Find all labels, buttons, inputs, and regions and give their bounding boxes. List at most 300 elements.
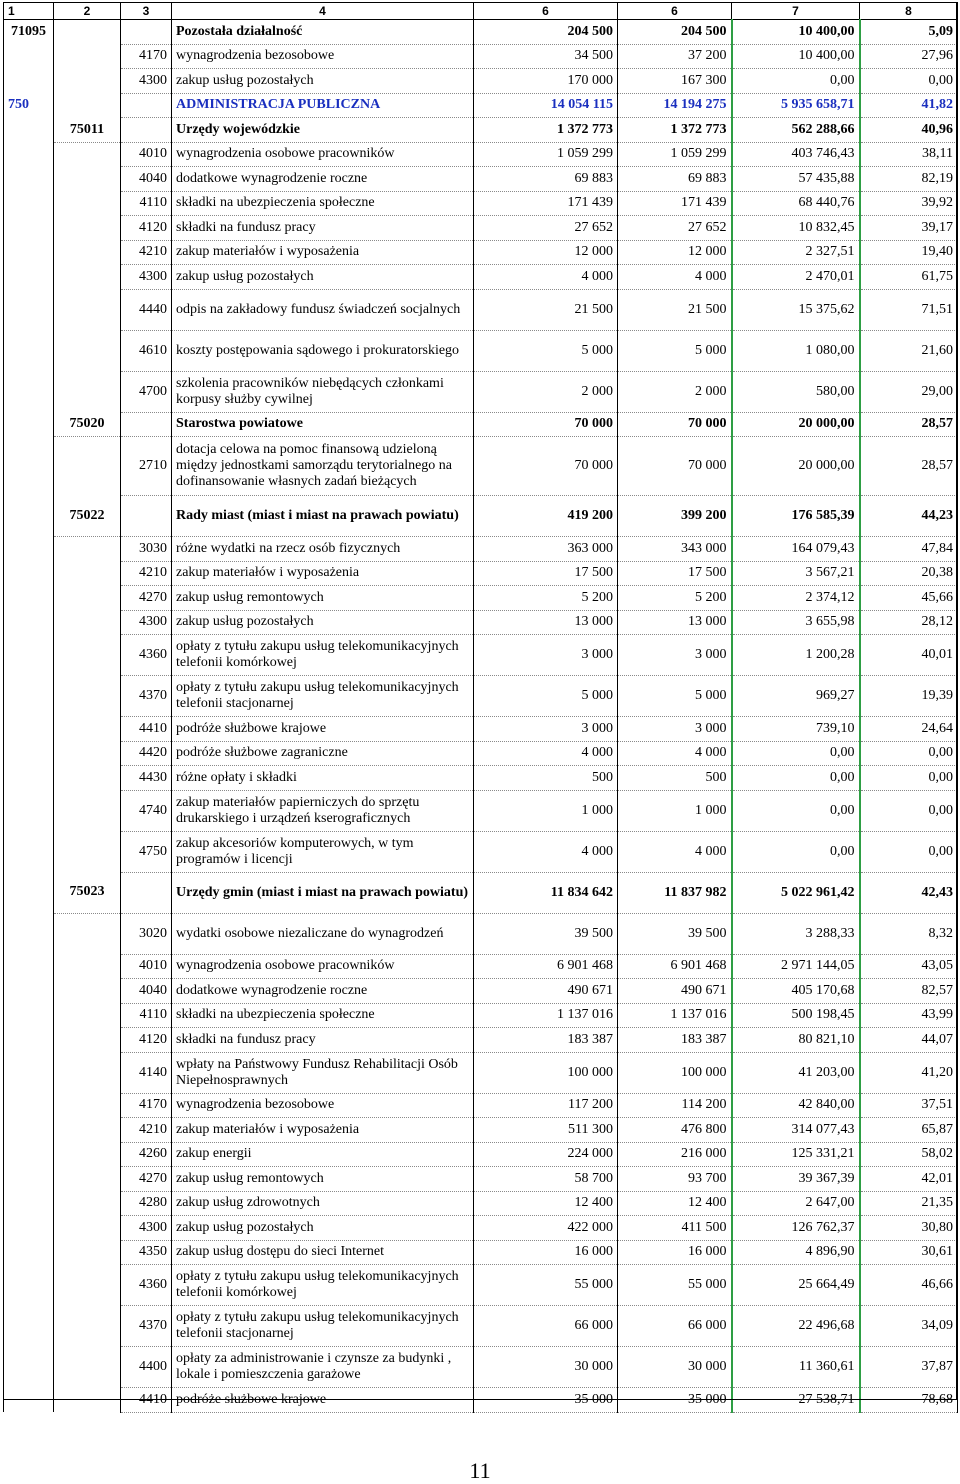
cell-execution-amount: 2 374,12 [732, 586, 860, 611]
cell-plan-amount: 14 054 115 [474, 93, 618, 118]
cell-paragraph-code: 4210 [121, 1118, 172, 1143]
cell-section-code [4, 831, 54, 872]
cell-execution-amount: 80 821,10 [732, 1028, 860, 1053]
cell-item-name: zakup usług zdrowotnych [172, 1191, 474, 1216]
cell-item-name: składki na fundusz pracy [172, 1028, 474, 1053]
cell-plan-after-changes: 204 500 [618, 20, 732, 45]
cell-execution-amount: 0,00 [732, 741, 860, 766]
cell-paragraph-code: 4370 [121, 676, 172, 717]
cell-plan-amount: 21 500 [474, 289, 618, 330]
cell-execution-percent: 65,87 [860, 1118, 958, 1143]
cell-item-name: Pozostała działalność [172, 20, 474, 45]
cell-item-name: koszty postępowania sądowego i prokuratorskiego [172, 330, 474, 371]
cell-plan-amount: 70 000 [474, 412, 618, 437]
cell-execution-amount: 20 000,00 [732, 412, 860, 437]
cell-chapter-code [54, 1028, 121, 1053]
cell-execution-percent: 41,82 [860, 93, 958, 118]
cell-chapter-code [54, 831, 121, 872]
cell-plan-amount: 69 883 [474, 167, 618, 192]
cell-section-code [4, 496, 54, 537]
cell-plan-after-changes: 3 000 [618, 717, 732, 742]
cell-plan-amount: 117 200 [474, 1093, 618, 1118]
cell-chapter-code [54, 191, 121, 216]
cell-plan-after-changes: 69 883 [618, 167, 732, 192]
cell-execution-amount: 2 647,00 [732, 1191, 860, 1216]
cell-execution-amount: 10 400,00 [732, 44, 860, 69]
cell-plan-after-changes: 21 500 [618, 289, 732, 330]
cell-chapter-code: 75011 [54, 118, 121, 143]
cell-item-name: różne wydatki na rzecz osób fizycznych [172, 537, 474, 562]
cell-plan-after-changes: 100 000 [618, 1052, 732, 1093]
cell-section-code [4, 635, 54, 676]
table-row [4, 330, 958, 371]
cell-item-name: składki na fundusz pracy [172, 216, 474, 241]
cell-execution-percent: 27,96 [860, 44, 958, 69]
table-row [4, 1347, 958, 1388]
cell-plan-amount: 4 000 [474, 831, 618, 872]
cell-execution-amount: 0,00 [732, 831, 860, 872]
cell-plan-after-changes: 93 700 [618, 1167, 732, 1192]
cell-section-code [4, 766, 54, 791]
cell-plan-after-changes: 1 137 016 [618, 1003, 732, 1028]
cell-execution-amount: 10 400,00 [732, 20, 860, 45]
cell-paragraph-code: 4350 [121, 1240, 172, 1265]
cell-plan-amount: 490 671 [474, 979, 618, 1004]
cell-plan-amount: 1 372 773 [474, 118, 618, 143]
cell-plan-amount: 204 500 [474, 20, 618, 45]
cell-section-code [4, 872, 54, 913]
table-row [4, 676, 958, 717]
cell-plan-after-changes: 11 837 982 [618, 872, 732, 913]
cell-plan-after-changes: 14 194 275 [618, 93, 732, 118]
cell-execution-percent: 43,99 [860, 1003, 958, 1028]
cell-plan-after-changes: 66 000 [618, 1306, 732, 1347]
cell-chapter-code [54, 1265, 121, 1306]
cell-execution-percent: 78,68 [860, 1388, 958, 1413]
cell-item-name: podróże służbowe krajowe [172, 1388, 474, 1413]
table-row [4, 1142, 958, 1167]
cell-execution-amount: 405 170,68 [732, 979, 860, 1004]
table-row [4, 142, 958, 167]
cell-paragraph-code: 4140 [121, 1052, 172, 1093]
cell-paragraph-code: 4300 [121, 1216, 172, 1241]
cell-plan-amount: 4 000 [474, 265, 618, 290]
cell-section-code [4, 1003, 54, 1028]
table-row [4, 1118, 958, 1143]
table-row [4, 371, 958, 412]
cell-plan-amount: 27 652 [474, 216, 618, 241]
cell-execution-percent: 0,00 [860, 69, 958, 94]
cell-plan-amount: 35 000 [474, 1388, 618, 1413]
cell-plan-after-changes: 3 000 [618, 635, 732, 676]
cell-section-code [4, 437, 54, 496]
cell-execution-percent: 28,57 [860, 437, 958, 496]
cell-plan-after-changes: 37 200 [618, 44, 732, 69]
cell-plan-amount: 3 000 [474, 717, 618, 742]
cell-execution-amount: 25 664,49 [732, 1265, 860, 1306]
cell-chapter-code [54, 586, 121, 611]
cell-plan-after-changes: 167 300 [618, 69, 732, 94]
cell-section-code [4, 330, 54, 371]
cell-paragraph-code: 4210 [121, 561, 172, 586]
cell-execution-percent: 40,01 [860, 635, 958, 676]
cell-execution-amount: 562 288,66 [732, 118, 860, 143]
cell-chapter-code [54, 1216, 121, 1241]
cell-plan-amount: 1 059 299 [474, 142, 618, 167]
cell-execution-amount: 27 538,71 [732, 1388, 860, 1413]
cell-plan-after-changes: 500 [618, 766, 732, 791]
cell-paragraph-code: 4040 [121, 979, 172, 1004]
table-row [4, 872, 958, 913]
cell-plan-after-changes: 411 500 [618, 1216, 732, 1241]
cell-plan-after-changes: 5 200 [618, 586, 732, 611]
cell-plan-amount: 12 400 [474, 1191, 618, 1216]
cell-section-code [4, 954, 54, 979]
cell-plan-after-changes: 27 652 [618, 216, 732, 241]
cell-paragraph-code: 2710 [121, 437, 172, 496]
cell-item-name: dotacja celowa na pomoc finansową udzieloną między jednostkami samorządu terytorialnego na dofinansowanie własnych zadań bieżących [172, 437, 474, 496]
cell-paragraph-code: 4010 [121, 954, 172, 979]
table-row [4, 561, 958, 586]
cell-plan-after-changes: 476 800 [618, 1118, 732, 1143]
cell-execution-percent: 8,32 [860, 913, 958, 954]
cell-paragraph-code [121, 118, 172, 143]
cell-item-name: wynagrodzenia osobowe pracowników [172, 954, 474, 979]
cell-execution-amount: 2 470,01 [732, 265, 860, 290]
cell-execution-amount: 2 327,51 [732, 240, 860, 265]
cell-plan-after-changes: 183 387 [618, 1028, 732, 1053]
cell-paragraph-code: 4170 [121, 1093, 172, 1118]
cell-execution-percent: 28,57 [860, 412, 958, 437]
cell-paragraph-code [121, 93, 172, 118]
cell-paragraph-code: 4300 [121, 265, 172, 290]
cell-chapter-code [54, 1142, 121, 1167]
table-row [4, 717, 958, 742]
cell-plan-amount: 6 901 468 [474, 954, 618, 979]
cell-chapter-code [54, 1167, 121, 1192]
cell-plan-after-changes: 17 500 [618, 561, 732, 586]
cell-section-code [4, 289, 54, 330]
cell-plan-amount: 55 000 [474, 1265, 618, 1306]
cell-chapter-code [54, 437, 121, 496]
cell-section-code [4, 1142, 54, 1167]
cell-execution-percent: 0,00 [860, 831, 958, 872]
cell-chapter-code [54, 330, 121, 371]
cell-plan-after-changes: 70 000 [618, 437, 732, 496]
cell-section-code [4, 1216, 54, 1241]
table-row [4, 1265, 958, 1306]
column-number-plan-after-changes: 6 [618, 3, 732, 20]
cell-section-code: 71095 [4, 20, 54, 45]
cell-execution-percent: 42,01 [860, 1167, 958, 1192]
cell-plan-amount: 511 300 [474, 1118, 618, 1143]
cell-item-name: składki na ubezpieczenia społeczne [172, 191, 474, 216]
cell-plan-amount: 17 500 [474, 561, 618, 586]
cell-plan-amount: 58 700 [474, 1167, 618, 1192]
cell-execution-amount: 5 022 961,42 [732, 872, 860, 913]
table-row [4, 118, 958, 143]
cell-plan-after-changes: 171 439 [618, 191, 732, 216]
cell-chapter-code [54, 1388, 121, 1413]
cell-plan-amount: 30 000 [474, 1347, 618, 1388]
cell-plan-amount: 224 000 [474, 1142, 618, 1167]
cell-paragraph-code: 4270 [121, 1167, 172, 1192]
cell-execution-percent: 30,61 [860, 1240, 958, 1265]
column-number-section-code: 1 [4, 3, 54, 20]
cell-chapter-code [54, 537, 121, 562]
cell-plan-amount: 183 387 [474, 1028, 618, 1053]
cell-paragraph-code: 4420 [121, 741, 172, 766]
cell-item-name: Starostwa powiatowe [172, 412, 474, 437]
cell-plan-after-changes: 216 000 [618, 1142, 732, 1167]
cell-execution-amount: 68 440,76 [732, 191, 860, 216]
cell-plan-amount: 2 000 [474, 371, 618, 412]
cell-section-code [4, 167, 54, 192]
cell-paragraph-code: 4410 [121, 1388, 172, 1413]
cell-item-name: wynagrodzenia bezosobowe [172, 1093, 474, 1118]
cell-section-code [4, 412, 54, 437]
cell-plan-amount: 70 000 [474, 437, 618, 496]
cell-plan-after-changes: 5 000 [618, 676, 732, 717]
table-row [4, 44, 958, 69]
cell-execution-amount: 2 971 144,05 [732, 954, 860, 979]
table-row [4, 586, 958, 611]
cell-plan-amount: 5 000 [474, 676, 618, 717]
cell-paragraph-code: 4610 [121, 330, 172, 371]
cell-paragraph-code: 4260 [121, 1142, 172, 1167]
cell-execution-amount: 3 288,33 [732, 913, 860, 954]
cell-item-name: Urzędy gmin (miast i miast na prawach powiatu) [172, 872, 474, 913]
cell-section-code [4, 979, 54, 1004]
table-row [4, 20, 958, 45]
cell-section-code [4, 240, 54, 265]
table-row [4, 1306, 958, 1347]
cell-paragraph-code [121, 20, 172, 45]
table-row [4, 741, 958, 766]
cell-execution-amount: 1 080,00 [732, 330, 860, 371]
cell-execution-amount: 57 435,88 [732, 167, 860, 192]
cell-execution-percent: 61,75 [860, 265, 958, 290]
cell-execution-percent: 58,02 [860, 1142, 958, 1167]
table-row [4, 913, 958, 954]
cell-section-code [4, 118, 54, 143]
cell-chapter-code [54, 635, 121, 676]
table-row [4, 610, 958, 635]
table-row [4, 1240, 958, 1265]
cell-item-name: zakup materiałów i wyposażenia [172, 240, 474, 265]
cell-plan-after-changes: 5 000 [618, 330, 732, 371]
cell-section-code [4, 610, 54, 635]
cell-plan-after-changes: 4 000 [618, 741, 732, 766]
cell-paragraph-code: 4280 [121, 1191, 172, 1216]
table-row [4, 979, 958, 1004]
cell-section-code [4, 1388, 54, 1413]
cell-item-name: wpłaty na Państwowy Fundusz Rehabilitacji Osób Niepełnosprawnych [172, 1052, 474, 1093]
cell-plan-after-changes: 343 000 [618, 537, 732, 562]
table-row [4, 1093, 958, 1118]
table-row [4, 412, 958, 437]
cell-execution-percent: 0,00 [860, 790, 958, 831]
cell-plan-after-changes: 35 000 [618, 1388, 732, 1413]
table-row [4, 635, 958, 676]
table-row [4, 1167, 958, 1192]
cell-execution-percent: 19,40 [860, 240, 958, 265]
cell-execution-percent: 39,17 [860, 216, 958, 241]
table-row [4, 167, 958, 192]
cell-execution-amount: 164 079,43 [732, 537, 860, 562]
cell-execution-amount: 126 762,37 [732, 1216, 860, 1241]
cell-plan-after-changes: 12 000 [618, 240, 732, 265]
table-row [4, 1003, 958, 1028]
table-row [4, 1388, 958, 1413]
cell-paragraph-code: 4750 [121, 831, 172, 872]
cell-execution-amount: 0,00 [732, 790, 860, 831]
cell-execution-percent: 46,66 [860, 1265, 958, 1306]
table-row [4, 790, 958, 831]
column-number-plan-amount: 6 [474, 3, 618, 20]
cell-chapter-code [54, 913, 121, 954]
cell-execution-amount: 969,27 [732, 676, 860, 717]
cell-paragraph-code: 4410 [121, 717, 172, 742]
cell-item-name: opłaty z tytułu zakupu usług telekomunikacyjnych telefonii komórkowej [172, 635, 474, 676]
cell-execution-amount: 125 331,21 [732, 1142, 860, 1167]
cell-plan-amount: 16 000 [474, 1240, 618, 1265]
cell-section-code [4, 790, 54, 831]
cell-chapter-code [54, 142, 121, 167]
cell-item-name: podróże służbowe zagraniczne [172, 741, 474, 766]
cell-execution-percent: 37,87 [860, 1347, 958, 1388]
cell-plan-amount: 13 000 [474, 610, 618, 635]
cell-plan-after-changes: 39 500 [618, 913, 732, 954]
cell-plan-amount: 422 000 [474, 1216, 618, 1241]
cell-chapter-code [54, 979, 121, 1004]
cell-execution-amount: 739,10 [732, 717, 860, 742]
cell-paragraph-code [121, 412, 172, 437]
cell-execution-percent: 44,23 [860, 496, 958, 537]
cell-chapter-code [54, 371, 121, 412]
cell-chapter-code: 75023 [54, 872, 121, 913]
cell-item-name: Urzędy wojewódzkie [172, 118, 474, 143]
cell-plan-amount: 11 834 642 [474, 872, 618, 913]
table-row [4, 191, 958, 216]
cell-chapter-code [54, 1240, 121, 1265]
cell-execution-percent: 19,39 [860, 676, 958, 717]
cell-execution-amount: 4 896,90 [732, 1240, 860, 1265]
cell-item-name: wynagrodzenia bezosobowe [172, 44, 474, 69]
cell-plan-after-changes: 6 901 468 [618, 954, 732, 979]
cell-execution-amount: 1 200,28 [732, 635, 860, 676]
cell-paragraph-code: 4170 [121, 44, 172, 69]
cell-section-code [4, 1306, 54, 1347]
cell-section-code [4, 741, 54, 766]
cell-section-code [4, 537, 54, 562]
cell-paragraph-code: 4400 [121, 1347, 172, 1388]
cell-execution-percent: 5,09 [860, 20, 958, 45]
cell-plan-amount: 171 439 [474, 191, 618, 216]
cell-paragraph-code: 3030 [121, 537, 172, 562]
cell-execution-amount: 10 832,45 [732, 216, 860, 241]
cell-plan-amount: 419 200 [474, 496, 618, 537]
cell-plan-amount: 4 000 [474, 741, 618, 766]
cell-execution-percent: 44,07 [860, 1028, 958, 1053]
cell-paragraph-code: 4120 [121, 1028, 172, 1053]
cell-plan-after-changes: 55 000 [618, 1265, 732, 1306]
cell-plan-amount: 34 500 [474, 44, 618, 69]
cell-chapter-code [54, 610, 121, 635]
cell-paragraph-code: 4430 [121, 766, 172, 791]
cell-paragraph-code [121, 872, 172, 913]
cell-paragraph-code: 4040 [121, 167, 172, 192]
cell-item-name: zakup usług pozostałych [172, 69, 474, 94]
cell-execution-amount: 3 567,21 [732, 561, 860, 586]
cell-item-name: podróże służbowe krajowe [172, 717, 474, 742]
cell-plan-after-changes: 4 000 [618, 265, 732, 290]
cell-item-name: zakup materiałów papierniczych do sprzętu drukarskiego i urządzeń kserograficznych [172, 790, 474, 831]
cell-item-name: zakup usług pozostałych [172, 610, 474, 635]
cell-section-code [4, 191, 54, 216]
cell-execution-percent: 24,64 [860, 717, 958, 742]
cell-execution-amount: 11 360,61 [732, 1347, 860, 1388]
cell-chapter-code [54, 954, 121, 979]
cell-paragraph-code: 4110 [121, 191, 172, 216]
table-row [4, 69, 958, 94]
cell-execution-percent: 42,43 [860, 872, 958, 913]
cell-execution-percent: 29,00 [860, 371, 958, 412]
cell-plan-amount: 5 200 [474, 586, 618, 611]
cell-plan-after-changes: 114 200 [618, 1093, 732, 1118]
cell-plan-after-changes: 12 400 [618, 1191, 732, 1216]
cell-chapter-code [54, 216, 121, 241]
cell-section-code [4, 1052, 54, 1093]
table-row [4, 265, 958, 290]
cell-section-code [4, 586, 54, 611]
cell-chapter-code [54, 790, 121, 831]
cell-paragraph-code: 4700 [121, 371, 172, 412]
cell-chapter-code [54, 676, 121, 717]
table-row [4, 1052, 958, 1093]
cell-execution-percent: 30,80 [860, 1216, 958, 1241]
column-number-item-name: 4 [172, 3, 474, 20]
cell-execution-amount: 39 367,39 [732, 1167, 860, 1192]
table-row [4, 1216, 958, 1241]
cell-plan-after-changes: 399 200 [618, 496, 732, 537]
column-number-chapter-code: 2 [54, 3, 121, 20]
cell-plan-amount: 1 000 [474, 790, 618, 831]
cell-section-code [4, 913, 54, 954]
cell-execution-amount: 5 935 658,71 [732, 93, 860, 118]
cell-execution-percent: 38,11 [860, 142, 958, 167]
cell-execution-amount: 20 000,00 [732, 437, 860, 496]
column-number-execution-amount: 7 [732, 3, 860, 20]
cell-paragraph-code: 4440 [121, 289, 172, 330]
cell-chapter-code [54, 766, 121, 791]
cell-section-code [4, 676, 54, 717]
cell-chapter-code [54, 561, 121, 586]
cell-paragraph-code: 4370 [121, 1306, 172, 1347]
cell-chapter-code [54, 44, 121, 69]
cell-plan-after-changes: 1 059 299 [618, 142, 732, 167]
cell-chapter-code [54, 1118, 121, 1143]
cell-chapter-code [54, 289, 121, 330]
cell-execution-amount: 403 746,43 [732, 142, 860, 167]
cell-execution-percent: 34,09 [860, 1306, 958, 1347]
table-row [4, 954, 958, 979]
cell-chapter-code [54, 167, 121, 192]
cell-chapter-code [54, 69, 121, 94]
cell-execution-percent: 71,51 [860, 289, 958, 330]
cell-paragraph-code: 4210 [121, 240, 172, 265]
cell-paragraph-code: 4300 [121, 610, 172, 635]
